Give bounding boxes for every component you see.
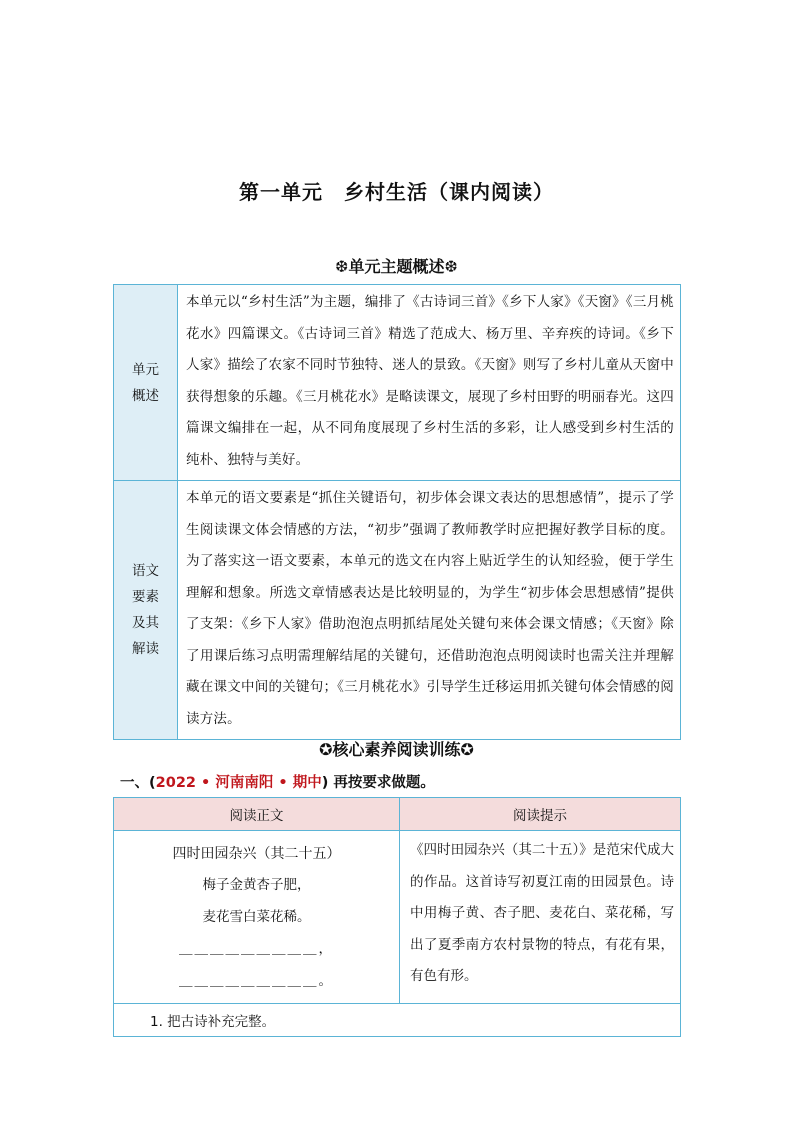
- table-row: [114, 1004, 681, 1037]
- unit-overview-table: [113, 284, 681, 740]
- question-prefix: 一、(: [120, 775, 156, 791]
- column-header-hint: 阅读提示: [400, 798, 681, 831]
- column-header-text: 阅读正文: [114, 798, 400, 831]
- row-text-overview: 本单元以“乡村生活”为主题，编排了《古诗词三首》《乡下人家》《天窗》《三月桃花水》四篇课文。《古诗词三首》精选了范成大、杨万里、辛弃疾的诗词。《乡下人家》描绘了农家不同时节独特、迷人的景致。《天窗》则写了乡村儿童从天窗中获得想象的乐趣。《三月桃花水》是略读课文，展现了乡村田野的明丽春光。这四篇课文编排在一起，从不同角度展现了乡村生活的多彩，让人感受到乡村生活的纯朴、独特与美好。: [178, 285, 681, 481]
- poem-title: 四时田园杂兴（其二十五）: [172, 846, 341, 862]
- question-suffix: ) 再按要求做题。: [321, 775, 435, 791]
- poem-cell: [114, 831, 400, 1004]
- reading-hint: 《四时田园杂兴（其二十五）》是范宋代成大的作品。这首诗写初夏江南的田园景色。诗中用梅子黄、杏子肥、麦花白、菜花稀，写出了夏季南方农村景物的特点，有花有果，有色有形。: [400, 831, 681, 1004]
- section-title-training: ✪核心素养阅读训练✪: [319, 740, 474, 759]
- poem-blank-line: ＿＿＿＿＿＿＿＿＿。: [179, 973, 334, 989]
- poem-line: 麦花雪白菜花稀。: [202, 909, 311, 925]
- page-title: 第一单元 乡村生活（课内阅读）: [239, 180, 554, 204]
- question-heading: [120, 771, 435, 792]
- poem-line: 梅子金黄杏子肥，: [202, 877, 311, 893]
- table-row: [114, 285, 681, 481]
- subquestion: 1. 把古诗补充完整。: [114, 1004, 681, 1037]
- row-text-elements: 本单元的语文要素是“抓住关键语句，初步体会课文表达的思想感情”，提示了学生阅读课文体会情感的方法，“初步”强调了教师教学时应把握好教学目标的度。为了落实这一语文要素，本单元的选文在内容上贴近学生的认知经验，便于学生理解和想象。所选文章情感表达是比较明显的，为学生“初步体会思想感情”提供了支架：《乡下人家》借助泡泡点明抓结尾处关键句来体会课文情感；《天窗》除了用课后练习点明需理解结尾的关键句，还借助泡泡点明阅读时也需关注并理解藏在课文中间的关键句；《三月桃花水》引导学生迁移运用抓关键句体会情感的阅读方法。: [178, 481, 681, 740]
- row-label-elements: 语文 要素 及其 解读: [114, 481, 178, 740]
- table-row: [114, 481, 681, 740]
- row-label-overview: 单元 概述: [114, 285, 178, 481]
- section-title-overview: ❆单元主题概述❆: [335, 257, 458, 276]
- table-header-row: [114, 798, 681, 831]
- poem-blank-line: ＿＿＿＿＿＿＿＿＿，: [179, 941, 334, 957]
- question-source: 2022 • 河南南阳 • 期中: [155, 775, 322, 791]
- table-row: [114, 831, 681, 1004]
- reading-table: [113, 797, 681, 1037]
